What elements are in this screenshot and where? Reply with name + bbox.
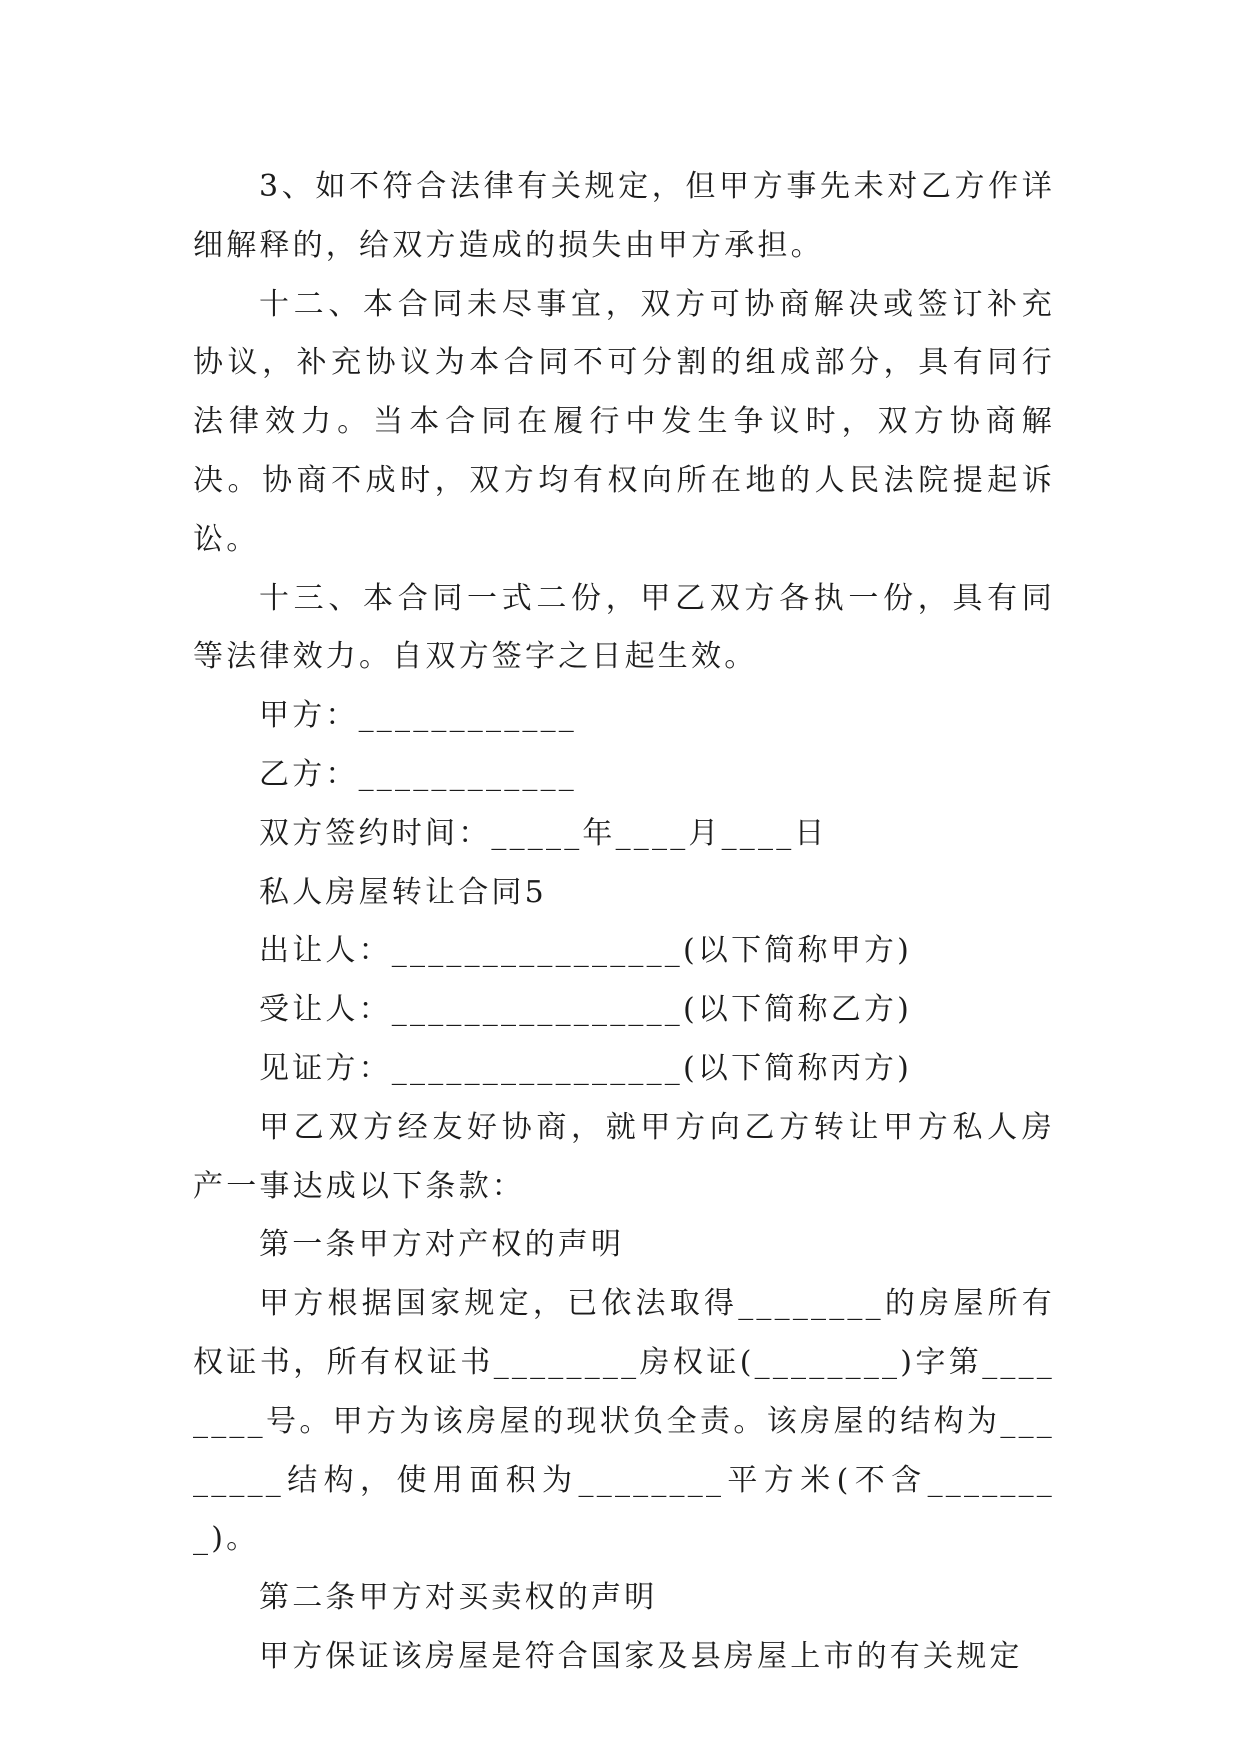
party-b-signature-line: 乙方：____________ — [259, 756, 577, 792]
article-2-body: 甲方保证该房屋是符合国家及县房屋上市的有关规定 — [259, 1638, 1023, 1674]
signing-date-line: 双方签约时间：_____年____月____日 — [259, 815, 828, 851]
transferee-line: 受让人：________________(以下简称乙方) — [259, 992, 913, 1028]
article-2-heading: 第二条甲方对买卖权的声明 — [259, 1580, 658, 1616]
document-body — [193, 158, 1055, 1687]
clause-11-item-3: 3、如不符合法律有关规定，但甲方事先未对乙方作详细解释的，给双方造成的损失由甲方承担。 — [193, 169, 1055, 263]
article-1-body: 甲方根据国家规定，已依法取得________的房屋所有权证书，所有权证书________房权证(________)字第________号。甲方为该房屋的现状负全责。该房屋的结构为________结构，使用面积为________平方米(不含________)。 — [193, 1286, 1055, 1557]
party-a-signature-line: 甲方：____________ — [259, 698, 577, 734]
contract-5-title: 私人房屋转让合同5 — [259, 874, 547, 910]
clause-13: 十三、本合同一式二份，甲乙双方各执一份，具有同等法律效力。自双方签字之日起生效。 — [193, 580, 1055, 675]
preamble: 甲乙双方经友好协商，就甲方向乙方转让甲方私人房产一事达成以下条款： — [193, 1109, 1055, 1204]
transferor-line: 出让人：________________(以下简称甲方) — [259, 933, 913, 969]
article-1-heading: 第一条甲方对产权的声明 — [259, 1227, 625, 1263]
clause-12: 十二、本合同未尽事宜，双方可协商解决或签订补充协议，补充协议为本合同不可分割的组成部分，具有同行法律效力。当本合同在履行中发生争议时，双方协商解决。协商不成时，双方均有权向所在地的人民法院提起诉讼。 — [193, 286, 1055, 557]
witness-line: 见证方：________________(以下简称丙方) — [259, 1050, 913, 1086]
